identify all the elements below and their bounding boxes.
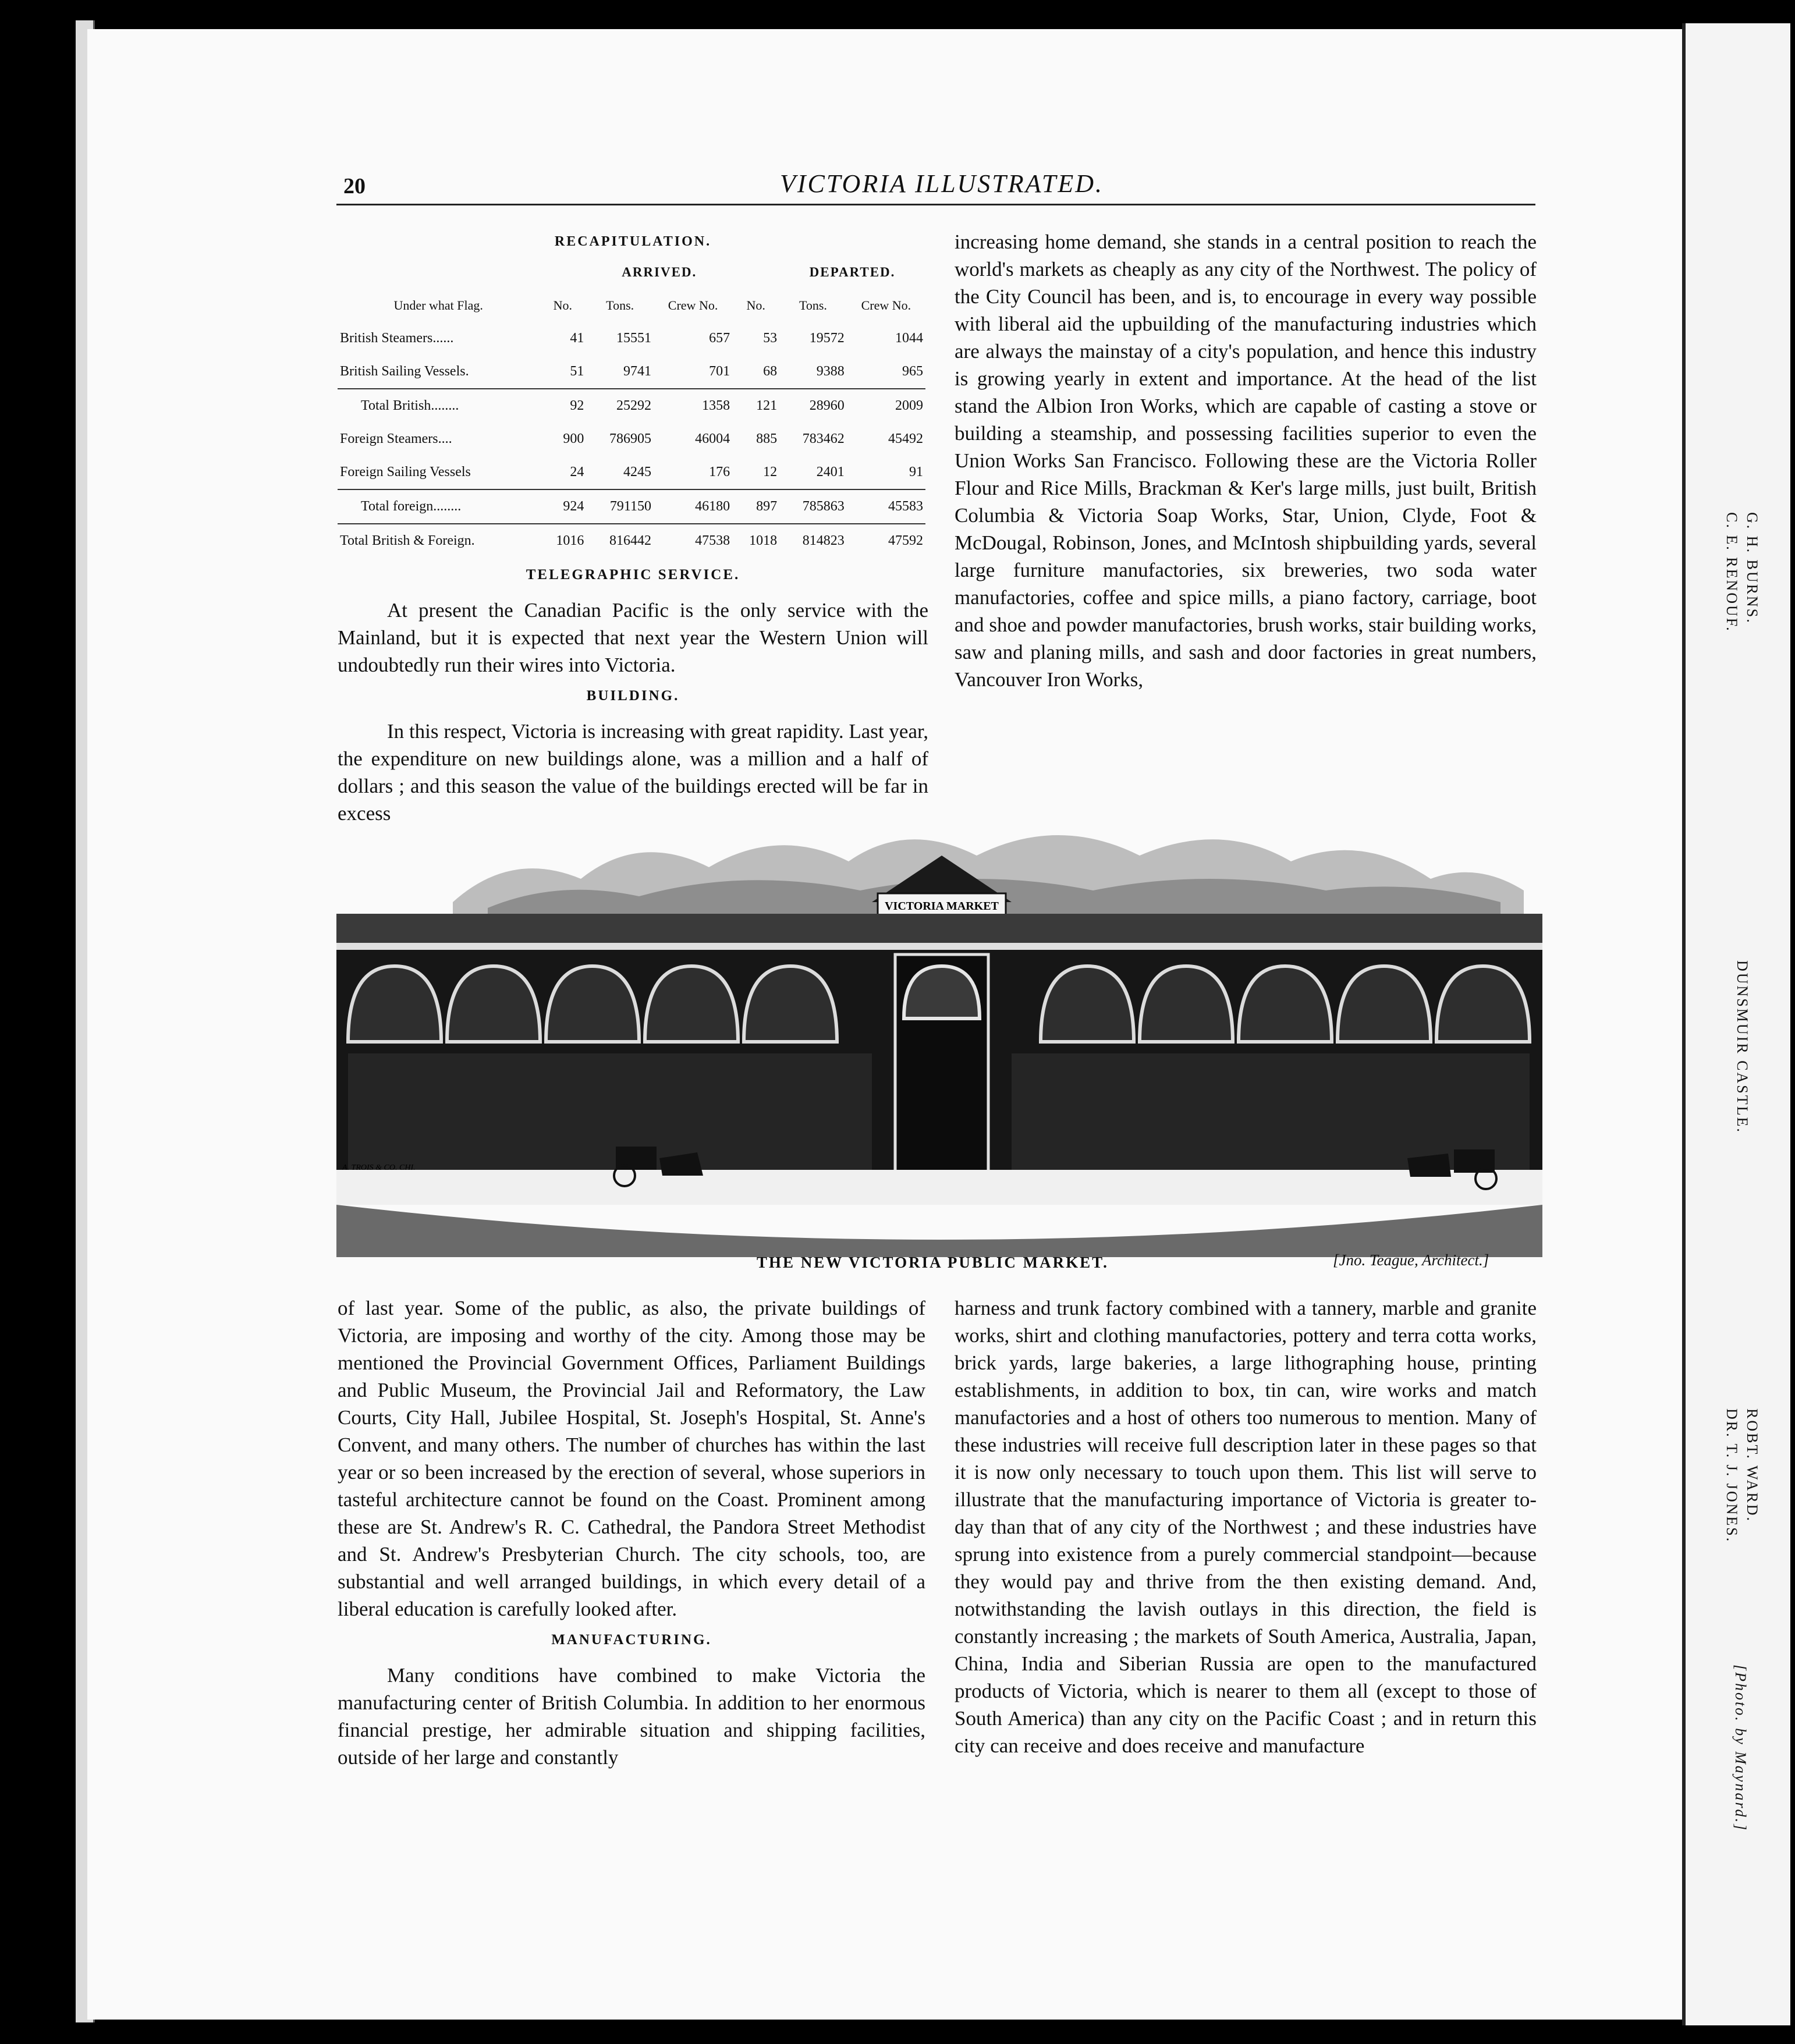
building-paragraph: In this respect, Victoria is increasing with great rapidity. Last year, the expenditure on new buildings alone, was a million and a half of dollars ; and this season the value of the buildings erected will be far in excess <box>338 720 928 825</box>
figure-credit: [Jno. Teague, Architect.] <box>1333 1251 1489 1269</box>
arrived-label: ARRIVED. <box>622 265 697 279</box>
running-title: VICTORIA ILLUSTRATED. <box>780 169 1104 198</box>
industry-paragraph: increasing home demand, she stands in a central position to reach the world's markets as cheaply as any city of the Northwest. The policy of the City Council has been, and is, to encourage in every way possible with liberal aid the upbuilding of the manufacturing industries which are always the mainstay of a city's population, and hence this industry is growing yearly in extent and importance. At the head of the list stand the Albion Iron Works, which are capable of casting a stove or building a steamship, and possessing facilities superior to even the Union Works San Francisco. Following these are the Victoria Roller Flour and Rice Mills, Brackman & Ker's large mills, just built, British Columbia & Victoria Soap Works, Star, Union, Clyde, Foot & McDougal, Robinson, Jones, and McIntosh shipbuilding yards, several large furniture manufactories, six breweries, two soda water manufactories, coffee and spice mills, a piano factory, carriage, boot and shoe and powder manufactories, brush works, stair building works, saw and planing mills, and sash and door factories in great numbers, Vancouver Iron Works, <box>955 230 1537 691</box>
side-label-jones: DR. T. J. JONES. <box>1723 1408 1740 1543</box>
table-row: Foreign Steamers.... 900 786905 46004 885 783462 45492 <box>340 431 923 446</box>
manufacturing-paragraph: Many conditions have combined to make Victoria the manufacturing center of British Columbia. In addition to her enormous financial prestige, her admirable situation and shipping facilities, outside of her large and constantly <box>338 1664 925 1769</box>
side-label-photo: [Photo. by Maynard.] <box>1732 1665 1749 1832</box>
cornice <box>336 943 1542 950</box>
figure-caption: THE NEW VICTORIA PUBLIC MARKET. <box>757 1254 1109 1271</box>
telegraphic-heading: TELEGRAPHIC SERVICE. <box>526 567 740 583</box>
total-foreign-row: Total foreign........ 924 791150 46180 897 785863 45583 <box>338 489 925 524</box>
total-british-row: Total British........ 92 25292 1358 121 28960 2009 <box>338 389 925 423</box>
departed-label: DEPARTED. <box>809 265 896 279</box>
left-column-top <box>338 228 928 827</box>
arches-left <box>348 966 837 1042</box>
building-heading: BUILDING. <box>586 688 680 704</box>
manufacturing-heading: MANUFACTURING. <box>551 1632 712 1648</box>
table-row: Foreign Sailing Vessels 24 4245 176 12 2401 91 <box>340 464 923 480</box>
sidewalk <box>336 1170 1542 1205</box>
side-label-ward: ROBT. WARD. <box>1744 1408 1761 1523</box>
recap-table <box>338 256 925 558</box>
table-header-row: Under what Flag. No. Tons. Crew No. No. Tons. Crew No. <box>393 298 911 313</box>
engraver-mark: A. TROIS & CO. CHI. <box>342 1163 416 1172</box>
arches-right <box>1041 966 1530 1042</box>
telegraphic-paragraph: At present the Canadian Pacific is the only service with the Mainland, but it is expected that next year the Western Union will undoubtedly run their wires into Victoria. <box>338 599 928 676</box>
recap-title: RECAPITULATION. <box>554 234 712 249</box>
right-column-bottom <box>955 1294 1537 1759</box>
table-row: British Sailing Vessels. 51 9741 701 68 9388 965 <box>340 364 923 379</box>
right-column-top <box>955 228 1537 693</box>
page-number: 20 <box>343 174 366 198</box>
buildings-continued-paragraph: of last year. Some of the public, as also, the private buildings of Victoria, are imposing and worthy of the city. Among those may be mentioned the Provincial Government Offices, Parliament Buildings and Public Museum, the Provincial Jail and Reformatory, the Law Courts, City Hall, Jubilee Hospital, St. Joseph's Hospital, St. Anne's Convent, and many others. The number of churches has within the last year or so been increased by the erection of several, whose superiors in tasteful architecture cannot be found on the Coast. Prominent among these are St. Andrew's R. C. Cathedral, the Pandora Street Methodist and St. Andrew's Presbyterian Church. The city schools, too, are substantial and well arranged buildings, in which every detail of a liberal education is carefully looked after. <box>338 1297 925 1620</box>
side-label-renouf: C. E. RENOUF. <box>1723 512 1740 633</box>
market-sign-text: VICTORIA MARKET <box>885 900 999 913</box>
side-label-dunsmuir: DUNSMUIR CASTLE. <box>1734 960 1751 1134</box>
side-label-burns: G. H. BURNS. <box>1744 512 1761 624</box>
table-row: British Steamers...... 41 15551 657 53 19572 1044 <box>340 331 923 346</box>
market-illustration <box>336 797 1542 1257</box>
left-column-bottom <box>338 1294 925 1771</box>
manufacturing-continued-paragraph: harness and trunk factory combined with a tannery, marble and granite works, shirt and clothing manufactories, pottery and terra cotta works, brick yards, large bakeries, a large lithographing house, printing establishments, in addition to box, tin can, wire works and match manufactories and a host of others too numerous to mention. Many of these industries will receive full description later in these pages so that it is now only necessary to touch upon them. This list will serve to illustrate that the manufacturing importance of Victoria is greater to-day than that of any city of the Northwest ; and these industries have sprung into existence from a purely commercial standpoint—because they would pay and thrive from the then existing demand. And, notwithstanding the lavish outlays in this direction, the field is constantly increasing ; the markets of South America, Australia, Japan, China, India and Siberian Russia are open to the manufactured products of Victoria, which is nearer to them all (except to those of South America) than any city on the Pacific Coast ; and in return this city can receive and does receive and manufacture <box>955 1297 1537 1757</box>
header-rule <box>336 204 1535 205</box>
total-all-row: Total British & Foreign. 1016 816442 47538 1018 814823 47592 <box>338 524 925 558</box>
parapet <box>336 914 1542 946</box>
street <box>336 1205 1542 1257</box>
